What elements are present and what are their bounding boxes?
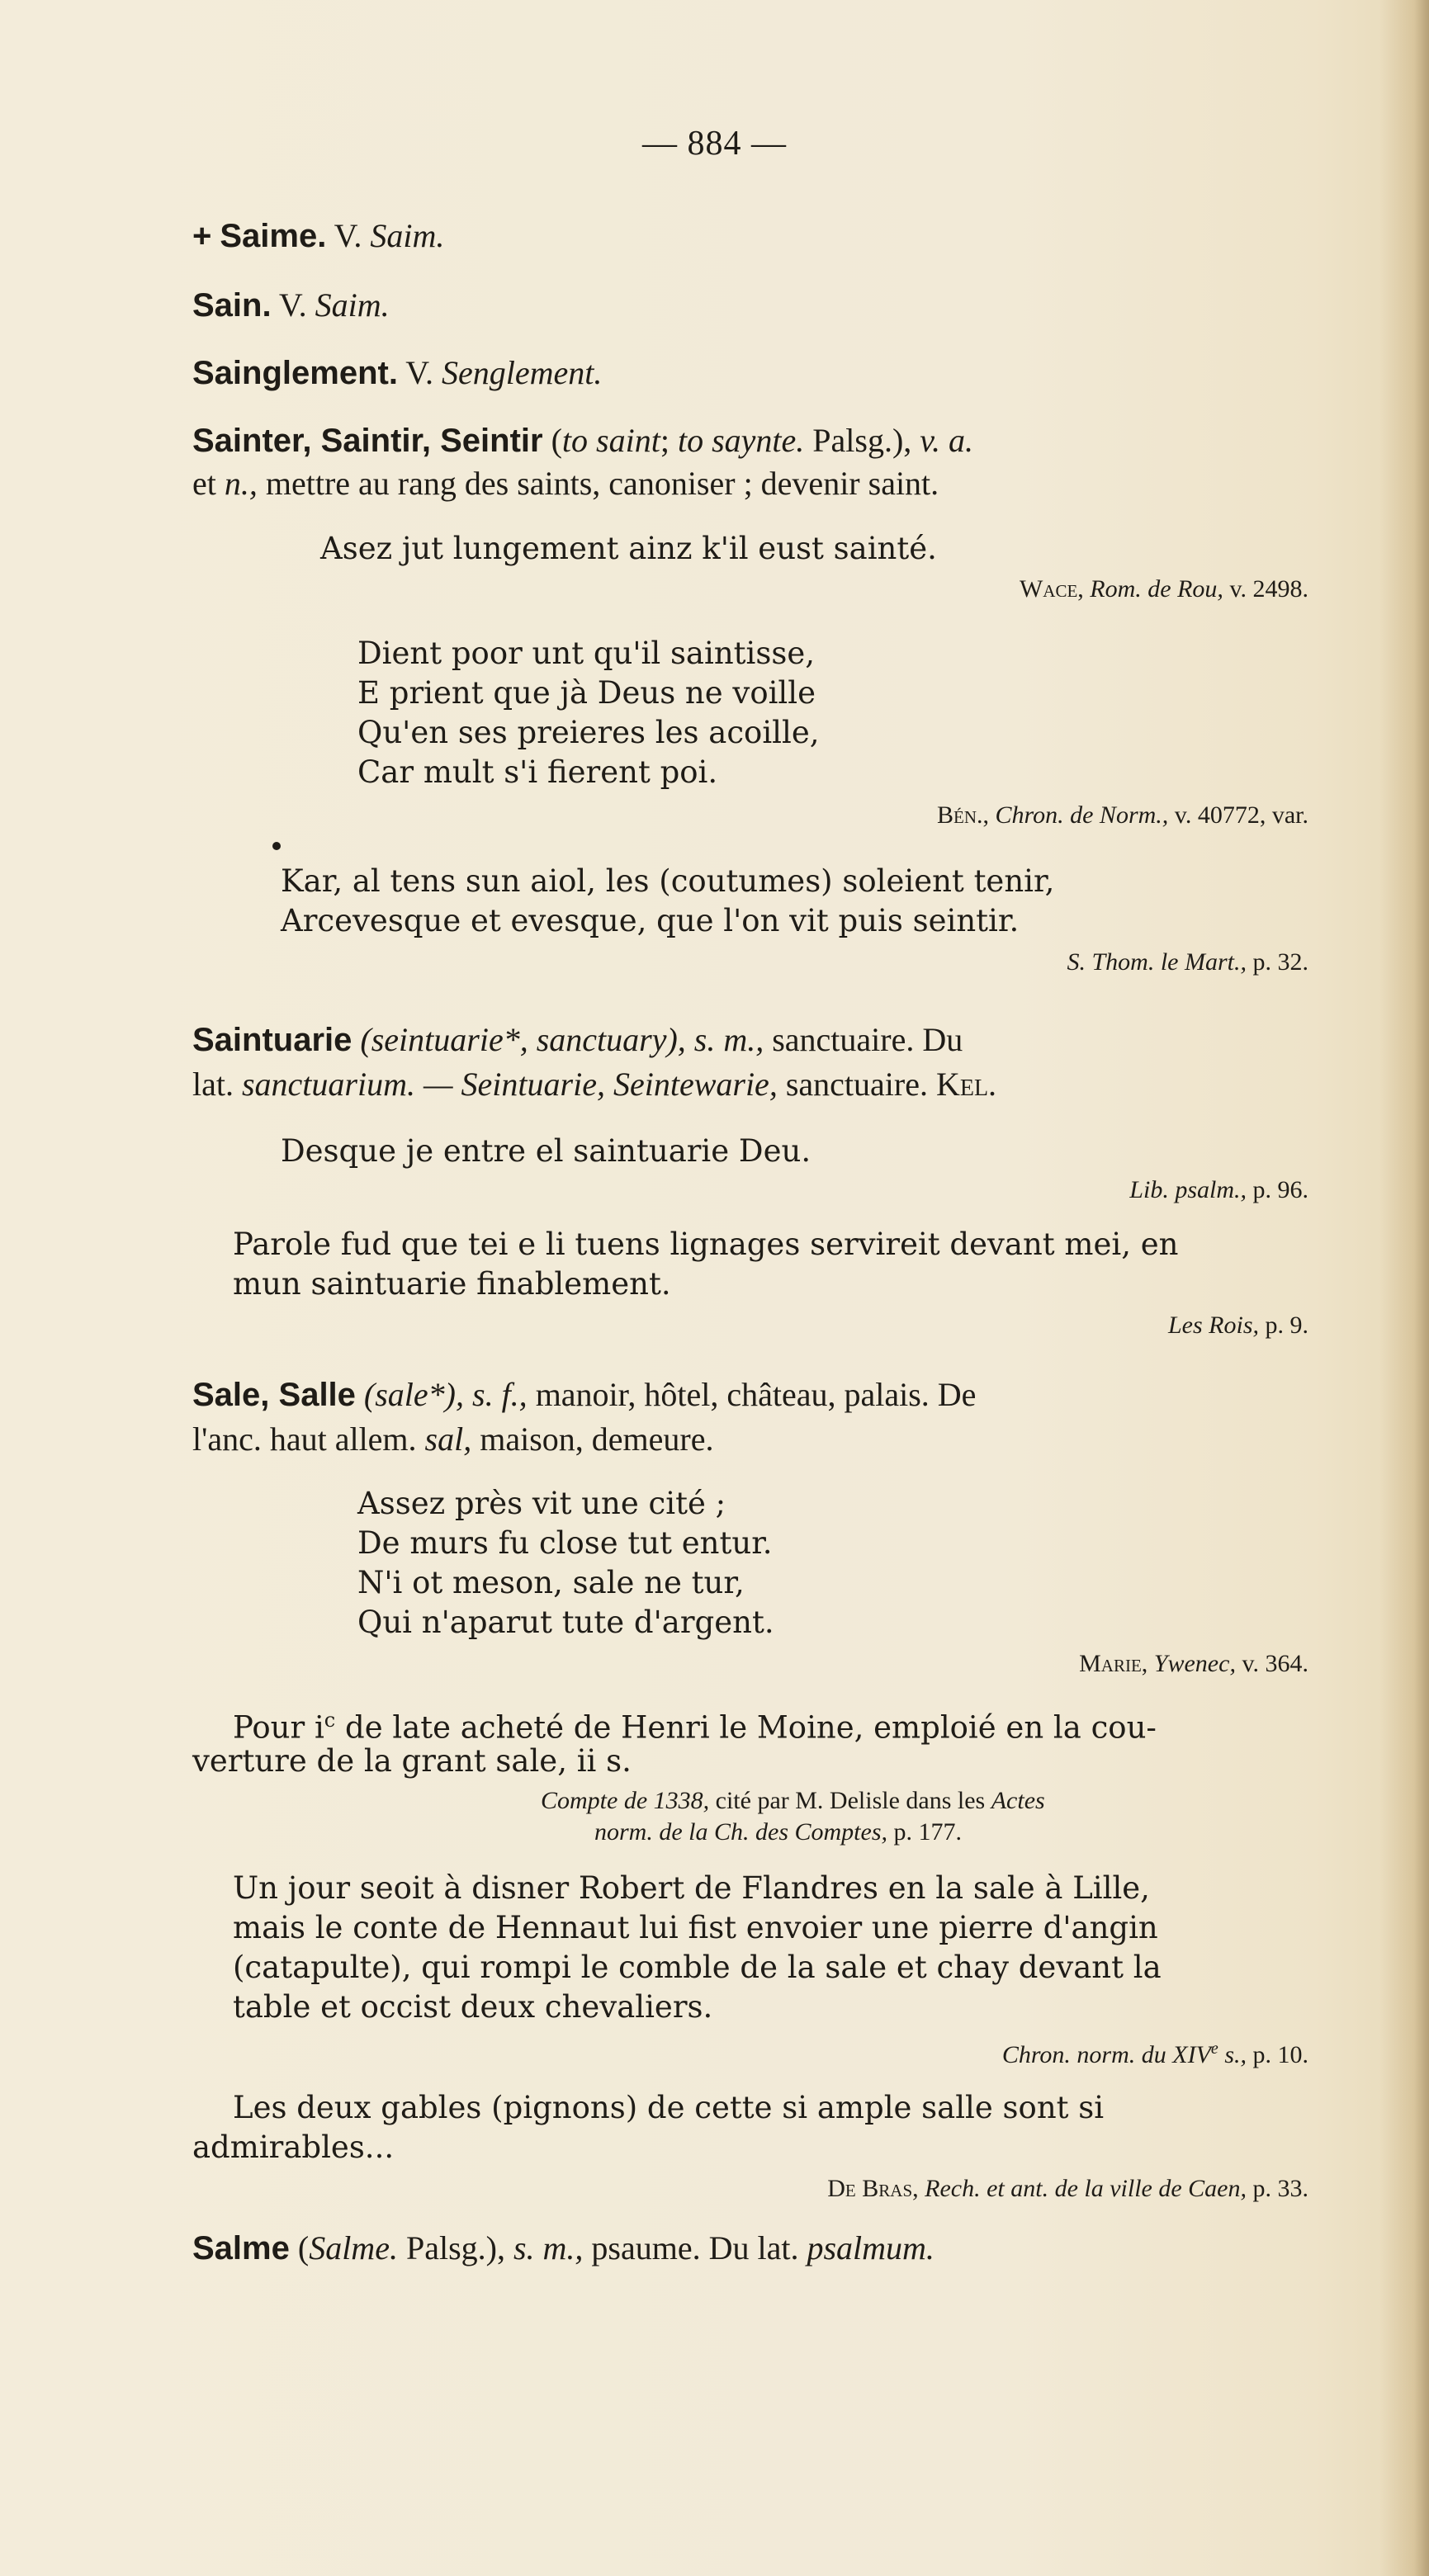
cross-reference: Senglement.: [441, 354, 603, 391]
headword: Sain.: [192, 287, 272, 324]
headword: Saintuarie: [192, 1022, 353, 1058]
bullet-mark: [272, 842, 281, 850]
entry-definition-line: [192, 1420, 713, 1459]
variant-forms: (seintuarie*, sanctuary),: [360, 1021, 686, 1058]
citation-ref: p. 33.: [1252, 2175, 1308, 2202]
superscript: e: [1210, 2040, 1218, 2058]
quote-line: Qu'en ses preieres les acoille,: [357, 715, 820, 750]
page-edge-shadow: [1379, 0, 1429, 2576]
entry-definition-line: [192, 421, 973, 461]
citation-ref: v. 40772, var.: [1174, 801, 1308, 829]
definition: sanctuaire. Du: [772, 1021, 963, 1058]
headword: Sainglement.: [192, 355, 398, 391]
cross-reference: Saim.: [315, 286, 390, 324]
definition: sanctuaire.: [785, 1066, 928, 1103]
citation-author: De Bras,: [827, 2175, 919, 2202]
entry-definition-line: [192, 1375, 976, 1415]
quote-line: verture de la grant sale, ii s.: [192, 1743, 632, 1779]
quote-line: Parole fud que tei e li tuens lignages servireit devant mei, en: [233, 1227, 1179, 1262]
citation-ref: v. 364.: [1242, 1650, 1308, 1677]
entry-definition-line: [192, 1020, 963, 1060]
definition: manoir, hôtel, château, palais. De: [535, 1376, 977, 1413]
variant-forms: (sale*),: [363, 1376, 464, 1413]
citation-work: Rech. et ant. de la ville de Caen,: [925, 2175, 1247, 2202]
variant-forms: Salme.: [309, 2229, 398, 2266]
citation: [826, 1649, 1308, 1679]
citation: [594, 1817, 1172, 1847]
quotation: [281, 1131, 811, 1171]
quote-line: Qui n'aparut tute d'argent.: [357, 1605, 774, 1640]
citation-work: s.,: [1218, 2041, 1247, 2068]
entry-definition-line: [192, 1065, 996, 1104]
citation: [541, 1786, 1308, 1816]
citation-ref: p. 10.: [1252, 2041, 1308, 2068]
separator: ;: [660, 422, 670, 459]
entry-sain: [192, 286, 390, 325]
quote-line: Kar, al tens sun aiol, les (coutumes) soleient tenir,: [281, 863, 1055, 899]
quote-line: table et occist deux chevaliers.: [233, 1989, 713, 2025]
citation-work: S. Thom. le Mart.,: [1067, 948, 1247, 976]
citation-work: Ywenec,: [1153, 1650, 1236, 1677]
citation-work: Lib. psalm.,: [1129, 1176, 1247, 1203]
citation-ref: p. 96.: [1252, 1176, 1308, 1203]
citation-ref: p. 9.: [1265, 1312, 1308, 1339]
superscript: c: [324, 1709, 336, 1732]
quote-line: De murs fu close tut entur.: [357, 1525, 773, 1561]
see-label: V.: [405, 354, 433, 391]
see-label: V.: [334, 217, 362, 254]
source: Palsg.),: [812, 422, 912, 459]
cross-reference: Saim.: [370, 217, 445, 254]
quote-line: (catapulte), qui rompi le comble de la sale et chay devant la: [233, 1950, 1162, 1985]
citation-author: Bén.,: [937, 801, 990, 829]
part-of-speech: v. a.: [920, 422, 974, 459]
source: Kel.: [935, 1066, 997, 1103]
citation: [743, 801, 1308, 830]
citation-ref: p. 32.: [1252, 948, 1308, 976]
quote-line: Les deux gables (pignons) de cette si ample salle sont si: [233, 2090, 1105, 2125]
quote-text: Asez jut lungement ainz k'il eust sainté.: [320, 531, 937, 566]
headword: Salme: [192, 2230, 290, 2266]
citation: [826, 948, 1308, 977]
quotation: [320, 528, 937, 569]
citation-work: Actes: [991, 1787, 1045, 1814]
quote-text: Pour i: [233, 1709, 324, 1746]
entry-saime: [192, 216, 444, 256]
citation: [826, 1311, 1308, 1340]
text: et: [192, 465, 216, 502]
headword: Saime.: [220, 218, 327, 254]
citation: [743, 2034, 1308, 2070]
citation-ref: v. 2498.: [1229, 575, 1308, 603]
quote-text: Desque je entre el saintuarie Deu.: [281, 1133, 812, 1169]
text: l'anc. haut allem.: [192, 1420, 417, 1458]
citation-ref: p. 177.: [893, 1818, 962, 1846]
entry-sainglement: [192, 353, 602, 393]
paren-open: (: [297, 2229, 310, 2266]
quote-line: Car mult s'i fierent poi.: [357, 754, 718, 790]
quote-line: Dient poor unt qu'il saintisse,: [357, 636, 815, 671]
quote-line: [233, 1700, 1157, 1747]
citation-work: norm. de la Ch. des Comptes,: [594, 1818, 887, 1846]
text: lat.: [192, 1066, 234, 1103]
citation-text: cité par M. Delisle dans les: [715, 1787, 986, 1814]
page-number: — 884 —: [642, 125, 787, 163]
entry-marker: +: [192, 218, 212, 254]
part-of-speech: s. m.,: [513, 2229, 584, 2266]
citation-work: Les Rois,: [1167, 1312, 1259, 1339]
quote-line: Un jour seoit à disner Robert de Flandres en la sale à Lille,: [233, 1870, 1150, 1906]
quote-text: de late acheté de Henri le Moine, emploié en la cou-: [335, 1709, 1157, 1746]
paren-open: (: [551, 422, 562, 459]
headword: Sainter, Saintir, Seintir: [192, 423, 543, 459]
citation: [462, 2174, 1308, 2204]
citation-work: Compte de 1338,: [541, 1787, 710, 1814]
entry-definition-line: [192, 464, 939, 503]
definition: maison, demeure.: [480, 1420, 714, 1458]
quote-line: E prient que jà Deus ne voille: [357, 675, 816, 711]
etymology: sal,: [424, 1420, 472, 1458]
quote-line: Arcevesque et evesque, que l'on vit puis seintir.: [281, 903, 1020, 938]
part-of-speech: n.,: [224, 465, 258, 502]
part-of-speech: s. f.,: [472, 1376, 528, 1413]
entry-salme: [192, 2229, 935, 2268]
quote-line: mun saintuarie finablement.: [233, 1266, 671, 1302]
etymology: sanctuarium. — Seintuarie, Seintewarie,: [241, 1066, 778, 1103]
quote-line: mais le conte de Hennaut lui fist envoier une pierre d'angin: [233, 1910, 1158, 1945]
etymology: psalmum.: [807, 2229, 935, 2266]
headword: Sale, Salle: [192, 1377, 356, 1413]
citation: [826, 1175, 1308, 1205]
english-gloss: to saynte.: [677, 422, 805, 459]
citation-author: Wace,: [1019, 575, 1084, 603]
part-of-speech: s. m.,: [693, 1021, 764, 1058]
citation-author: Marie,: [1079, 1650, 1148, 1677]
citation-work: Rom. de Rou,: [1090, 575, 1223, 603]
citation: [826, 574, 1308, 604]
citation-work: Chron. de Norm.,: [995, 801, 1169, 829]
quote-line: N'i ot meson, sale ne tur,: [357, 1565, 745, 1600]
quote-line: admirables...: [192, 2129, 395, 2165]
definition: mettre au rang des saints, canoniser ; devenir saint.: [265, 465, 939, 502]
citation-work: Chron. norm. du XIV: [1001, 2041, 1211, 2068]
source: Palsg.),: [405, 2229, 505, 2266]
english-gloss: to saint: [561, 422, 660, 459]
definition: psaume. Du lat.: [591, 2229, 799, 2266]
quote-line: Assez près vit une cité ;: [357, 1486, 726, 1521]
see-label: V.: [278, 286, 307, 324]
